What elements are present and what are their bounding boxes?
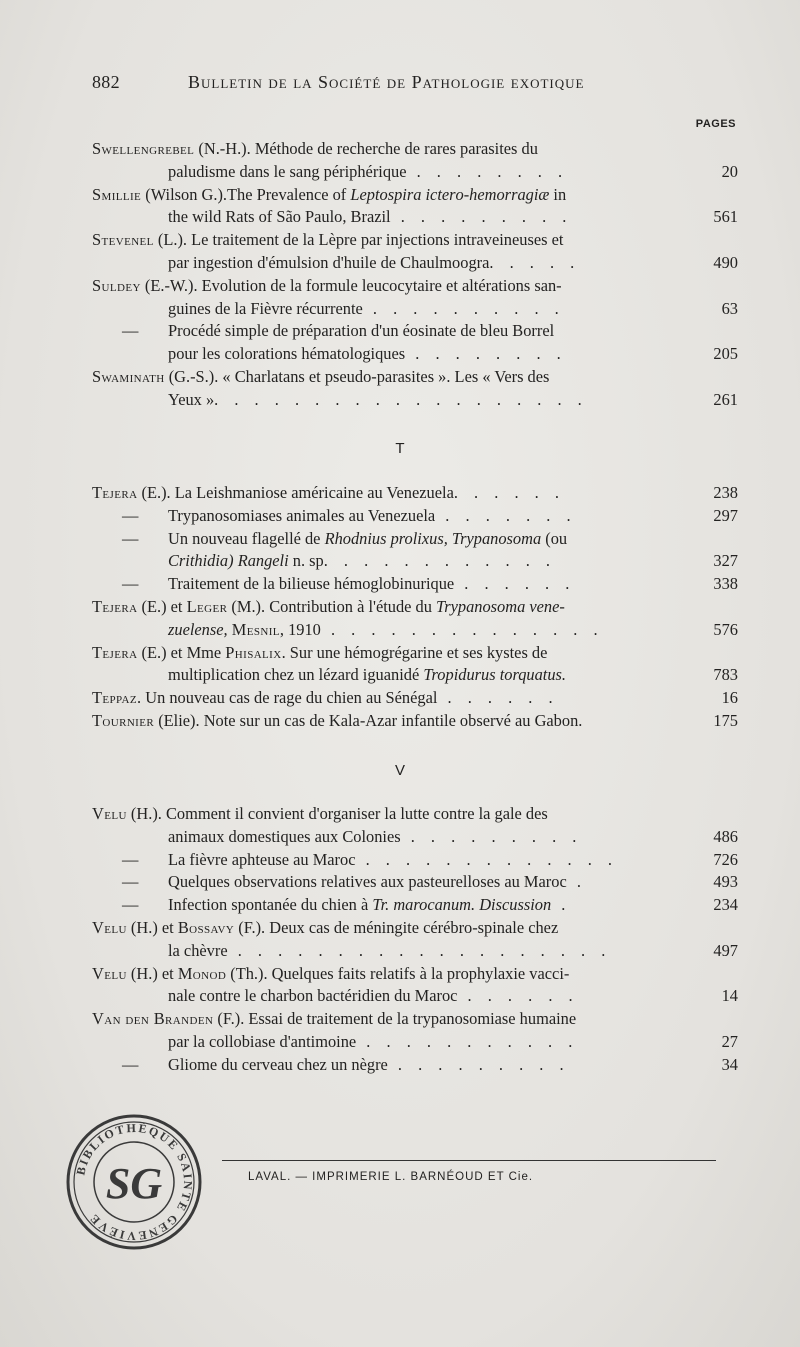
entry-text: the wild Rats of São Paulo, Brazil [168,207,391,227]
entry-text: par la collobiase d'antimoine [168,1031,357,1051]
entry-line [92,849,738,872]
page-number: 882 [92,72,120,92]
entry-line [92,505,738,528]
page-reference: 497 [713,940,738,960]
author-name: Teppaz [92,688,138,708]
entry-line [92,642,738,665]
entry-line [92,826,738,849]
entry-line [92,940,738,963]
leader-dots: . . . . . . . . [405,344,567,364]
entry-line [92,963,738,986]
index-entry [92,320,738,366]
index-entry [92,1054,738,1077]
index-entry [92,710,738,733]
index-entry [92,528,738,574]
leader-dots: . . . . . . . . . [400,826,583,846]
author-name: Velu [92,917,127,937]
entry-text: in [549,184,567,204]
page-reference: 34 [721,1054,738,1074]
author-name: Velu [92,963,127,983]
index-entry [92,894,738,917]
entry-text: par ingestion d'émulsion d'huile de Chaulmoogra [168,252,490,272]
leader-dots: . . . . . . [453,483,565,502]
page-reference: 327 [713,551,738,571]
author-name: Swaminath [92,366,165,386]
index-entry [92,138,738,184]
page-reference: 175 [713,710,738,730]
entry-text: Trypanosomiases animales au Venezuela [168,505,436,525]
ditto-dash: — [122,505,139,525]
page-reference: 20 [721,161,738,181]
page-reference: 63 [721,298,738,318]
entry-text: (ou [541,528,568,548]
entry-text: (F.). Deux cas de méningite cérébro-spinale chez [234,917,559,937]
author-name: Stevenel [92,230,154,250]
index-entry [92,642,738,688]
entry-line [92,229,738,252]
entry-line [92,298,738,321]
page-reference: 205 [713,344,738,364]
entry-text: Trypanosoma vene- [436,596,565,616]
index-entry [92,871,738,894]
leader-dots: . . . . . . . . . . . . . . . . . . . [214,389,588,409]
leader-dots: . . . . . . . [435,505,577,525]
pages-column-label: PAGES [695,118,736,130]
leader-dots: . . . . . . . . . . [362,298,565,318]
entry-line [92,252,738,275]
svg-text:BIBLIOTHÈQUE SAINTE GENEVIÈVE: BIBLIOTHÈQUE SAINTE GENEVIÈVE [73,1120,196,1244]
entry-line [92,161,738,184]
library-stamp-icon [62,1110,206,1254]
author-name: Van den Branden [92,1009,214,1029]
footer-rule [222,1160,716,1161]
index-entry [92,1008,738,1054]
page-reference: 297 [713,505,738,525]
entry-text: (N.-H.). Méthode de recherche de rares parasites du [194,139,538,158]
entry-line [92,206,738,229]
entry-text: (E.) et [137,596,187,616]
leader-dots: . . . . . . . . . . . . . . [320,619,604,639]
page-reference: 27 [721,1031,738,1051]
page-reference: 783 [713,665,738,685]
page-reference: 16 [721,688,738,708]
leader-dots: . [551,895,572,915]
entry-text: guines de la Fièvre récurrente [168,298,363,318]
entry-text: animaux domestiques aux Colonies [168,826,401,846]
entry-line [92,619,738,642]
entry-text: Tropidurus torquatus. [423,665,567,685]
index-entry [92,687,738,710]
index-entry [92,366,738,412]
entry-line [92,1031,738,1054]
entry-text: , 1910 [279,619,321,639]
author-name: Phisalix [225,642,282,662]
entry-line [92,138,738,161]
entry-line [92,871,738,894]
leader-dots: . . . . . . [437,688,559,708]
entry-text: (M.). Contribution à l'étude du [227,596,437,616]
entry-line [92,1054,738,1077]
entry-line [92,894,738,917]
entry-text: zuelense, [168,619,228,639]
index-entry [92,596,738,642]
author-name: Velu [92,804,127,823]
entry-text: . Un nouveau cas de rage du chien au Sénégal [137,688,438,708]
leader-dots: . . . . . . [457,986,579,1006]
index-block-v [92,803,738,1077]
entry-line [92,803,738,826]
entry-text: Yeux » [168,389,215,409]
entry-text: (H.) et [126,917,178,937]
index-entry [92,573,738,596]
entry-line [92,917,738,940]
entry-line [92,664,738,687]
section-heading-t: T [395,440,405,457]
entry-text: Crithidia) [168,551,234,571]
entry-text: (Wilson G.).The Prevalence of [141,184,351,204]
entry-text: pour les colorations hématologiques [168,344,406,364]
index-entry [92,849,738,872]
entry-line [92,528,738,551]
entry-text: paludisme dans le sang périphérique [168,161,407,181]
ditto-dash: — [122,849,139,869]
author-name: Monod [177,963,227,983]
leader-dots: . . . . . . . . . [387,1054,570,1074]
entry-line [92,389,738,412]
entry-line [92,184,738,207]
ditto-dash: — [122,895,139,915]
entry-text: (Elie). Note sur un cas de Kala-Azar infantile observé au Gabon. [154,710,583,730]
entry-text: Traitement de la bilieuse hémoglobinurique [168,574,455,594]
entry-text: (H.) et [126,963,178,983]
leader-dots: . . . . . . . . . . . [356,1031,579,1051]
author-name: Tejera [92,483,138,502]
entry-line [92,550,738,573]
entry-text: Un nouveau flagellé de [168,528,325,548]
entry-text: (H.). Comment il convient d'organiser la lutte contre la gale des [126,804,548,823]
page-reference: 486 [713,826,738,846]
index-entry [92,184,738,230]
author-name: Tejera [92,642,138,662]
entry-text: (E.) et Mme [137,642,226,662]
index-entry [92,505,738,528]
index-entry [92,229,738,275]
section-heading-v: V [394,762,405,779]
index-block-s [92,138,738,412]
author-name: Bossavy [177,917,235,937]
page-reference: 493 [713,872,738,892]
leader-dots: . . . . . . [454,574,576,594]
page-reference: 561 [713,207,738,227]
ditto-dash: — [122,872,139,892]
entry-line [92,596,738,619]
leader-dots: . [566,872,587,892]
entry-text: Rhodnius prolixus, Trypanosoma [324,528,542,548]
ditto-dash: — [122,321,139,341]
ditto-dash: — [122,574,139,594]
entry-text: n. sp [288,551,324,571]
entry-text: Gliome du cerveau chez un nègre [168,1054,388,1074]
entry-text: La fièvre aphteuse au Maroc [168,849,356,869]
index-entry [92,275,738,321]
entry-text: Quelques observations relatives aux pasteurelloses au Maroc [168,872,567,892]
page-reference: 338 [713,574,738,594]
svg-text:SG: SG [105,1159,163,1208]
entry-text: nale contre le charbon bactéridien du Maroc [168,986,458,1006]
entry-text: (E.-W.). Evolution de la formule leucocytaire et altérations san- [140,275,562,295]
index-entry [92,482,738,505]
leader-dots: . . . . . . . . . . . . [323,551,556,571]
entry-line [92,1008,738,1031]
page-reference: 261 [713,389,738,409]
entry-line [92,573,738,596]
entry-text: (E.). La Leishmaniose américaine au Venezuela [137,483,454,502]
page-reference: 234 [713,895,738,915]
page-reference: 576 [713,619,738,639]
leader-dots: . . . . . [489,252,581,272]
entry-line [92,710,738,733]
entry-line [92,320,738,343]
page-reference: 238 [713,483,738,502]
page-reference: 490 [713,252,738,272]
author-name: Smillie [92,184,142,204]
entry-text: (Th.). Quelques faits relatifs à la prophylaxie vacci- [226,963,570,983]
entry-text: Tr. marocanum. Discussion [372,895,552,915]
entry-text: la chèvre [168,940,228,960]
entry-line [92,275,738,298]
index-entry [92,803,738,849]
author-name: Swellengrebel [92,139,195,158]
ditto-dash: — [122,528,139,548]
page-reference: 726 [713,849,738,869]
entry-text: Procédé simple de préparation d'un éosinate de bleu Borrel [168,321,555,341]
author-name: Suldey [92,275,141,295]
journal-title: Bulletin de la Société de Pathologie exotique [188,72,585,92]
author-name: Leger [186,596,228,616]
author-name: Mesnil [231,619,280,639]
author-name: Tejera [92,596,138,616]
entry-line [92,343,738,366]
entry-text: . Sur une hémogrégarine et ses kystes de [281,642,548,662]
entry-text: (G.-S.). « Charlatans et pseudo-parasites ». Les « Vers des [164,366,550,386]
printer-imprint: LAVAL. — IMPRIMERIE L. BARNÉOUD ET Cie. [248,1171,534,1183]
author-name: Tournier [92,710,155,730]
leader-dots: . . . . . . . . . [390,207,573,227]
index-block-t [92,482,738,733]
page-reference: 14 [721,986,738,1006]
index-entry [92,917,738,963]
leader-dots: . . . . . . . . [406,161,569,181]
entry-text: multiplication chez un lézard iguanidé [168,665,424,685]
entry-line [92,482,738,505]
entry-line [92,985,738,1008]
entry-line [92,366,738,389]
ditto-dash: — [122,1054,139,1074]
entry-line [92,687,738,710]
entry-text: Rangeli [237,551,289,571]
entry-text: (F.). Essai de traitement de la trypanosomiase humaine [213,1009,577,1029]
leader-dots: . . . . . . . . . . . . . . . . . . . [227,940,612,960]
index-entry [92,963,738,1009]
entry-text: Infection spontanée du chien à [168,895,373,915]
entry-text: Leptospira icterо-hemorragiæ [350,184,550,204]
entry-text: (L.). Le traitement de la Lèpre par injections intraveineuses et [153,230,564,250]
leader-dots: . . . . . . . . . . . . . [355,849,619,869]
